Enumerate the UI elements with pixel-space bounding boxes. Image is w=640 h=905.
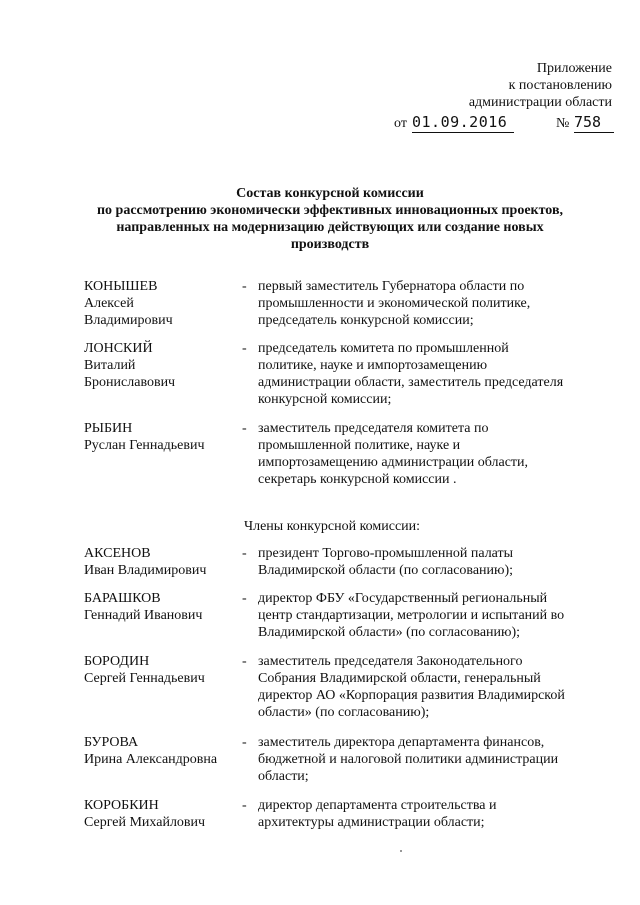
members-heading: Члены конкурсной комиссии:	[244, 519, 421, 534]
order-number: 758	[574, 114, 614, 133]
member-name	[84, 420, 234, 454]
dash: -	[242, 654, 247, 669]
member-surname: ЛОНСКИЙ	[84, 341, 153, 356]
member-role	[258, 420, 598, 488]
member-surname: КОРОБКИН	[84, 798, 159, 813]
title-line-3: направленных на модернизацию действующих или создание новых	[116, 220, 544, 235]
member-name	[84, 545, 234, 579]
document-title	[60, 185, 600, 253]
title-line-1: Состав конкурсной комиссии	[236, 186, 424, 201]
member-name	[84, 590, 234, 624]
role-line: заместитель председателя Законодательного	[258, 654, 523, 669]
annex-line-1: Приложение	[536, 61, 612, 76]
role-line: директор департамента строительства и	[258, 798, 497, 813]
order-line	[394, 115, 614, 133]
title-line-4: производств	[290, 237, 370, 252]
role-line: промышленной политике, науке и	[258, 438, 461, 453]
member-role	[258, 340, 598, 408]
role-line: области;	[258, 769, 309, 784]
annex-block	[469, 60, 612, 111]
role-line: архитектуры администрации области;	[258, 815, 485, 830]
title-line-2: по рассмотрению экономически эффективных инновационных проектов,	[96, 203, 564, 218]
role-line: импортозамещению администрации области,	[258, 455, 529, 470]
member-patronymic: Владимирович	[84, 313, 173, 328]
dash: -	[242, 798, 247, 813]
role-line: бюджетной и налоговой политики администрации	[258, 752, 559, 767]
role-line: заместитель председателя комитета по	[258, 421, 489, 436]
member-role	[258, 545, 598, 579]
member-role	[258, 278, 598, 329]
order-date: 01.09.2016	[412, 114, 514, 133]
order-from-label: от	[394, 116, 407, 131]
member-surname: АКСЕНОВ	[84, 546, 151, 561]
annex-line-2: к постановлению	[508, 78, 612, 93]
order-number-label: №	[556, 116, 570, 131]
member-role	[258, 653, 598, 721]
role-line: директор ФБУ «Государственный региональный	[258, 591, 548, 606]
member-surname: БАРАШКОВ	[84, 591, 161, 606]
member-given-name: Алексей	[84, 296, 134, 311]
member-full-name: Ирина Александровна	[84, 752, 218, 767]
dash: -	[242, 279, 247, 294]
dash: -	[242, 735, 247, 750]
role-line: Собрания Владимирской области, генеральный	[258, 671, 541, 686]
member-name	[84, 278, 234, 329]
role-line: председатель конкурсной комиссии;	[258, 313, 474, 328]
member-full-name: Сергей Геннадьевич	[84, 671, 205, 686]
dash: -	[242, 546, 247, 561]
role-line: промышленности и экономической политике,	[258, 296, 531, 311]
member-full-name: Сергей Михайлович	[84, 815, 206, 830]
member-surname: КОНЫШЕВ	[84, 279, 158, 294]
role-line: политике, науке и импортозамещению	[258, 358, 488, 373]
role-line: первый заместитель Губернатора области по	[258, 279, 525, 294]
role-line: заместитель директора департамента финансов,	[258, 735, 545, 750]
member-surname: БОРОДИН	[84, 654, 150, 669]
annex-line-3: администрации области	[468, 95, 612, 110]
member-name	[84, 340, 234, 391]
member-full-name: Иван Владимирович	[84, 563, 207, 578]
member-full-name: Геннадий Иванович	[84, 608, 203, 623]
role-line: области» (по согласованию);	[258, 705, 430, 720]
role-line: администрации области, заместитель председателя	[258, 375, 564, 390]
role-line: конкурсной комиссии;	[258, 392, 392, 407]
role-line: президент Торгово-промышленной палаты	[258, 546, 514, 561]
scan-speck	[400, 850, 402, 852]
role-line: председатель комитета по промышленной	[258, 341, 509, 356]
role-line: директор АО «Корпорация развития Владимирской	[258, 688, 565, 703]
member-patronymic: Брониславович	[84, 375, 176, 390]
member-name	[84, 797, 234, 831]
role-line: Владимирской области (по согласованию);	[258, 563, 514, 578]
member-full-name: Руслан Геннадьевич	[84, 438, 205, 453]
member-role	[258, 590, 598, 641]
dash: -	[242, 421, 247, 436]
member-name	[84, 653, 234, 687]
role-line: Владимирской области» (по согласованию);	[258, 625, 521, 640]
dash: -	[242, 591, 247, 606]
role-line: секретарь конкурсной комиссии .	[258, 472, 457, 487]
role-line: центр стандартизации, метрологии и испытаний во	[258, 608, 565, 623]
dash: -	[242, 341, 247, 356]
member-surname: РЫБИН	[84, 421, 133, 436]
member-surname: БУРОВА	[84, 735, 139, 750]
member-given-name: Виталий	[84, 358, 136, 373]
member-role	[258, 797, 598, 831]
member-name	[84, 734, 234, 768]
member-role	[258, 734, 598, 785]
